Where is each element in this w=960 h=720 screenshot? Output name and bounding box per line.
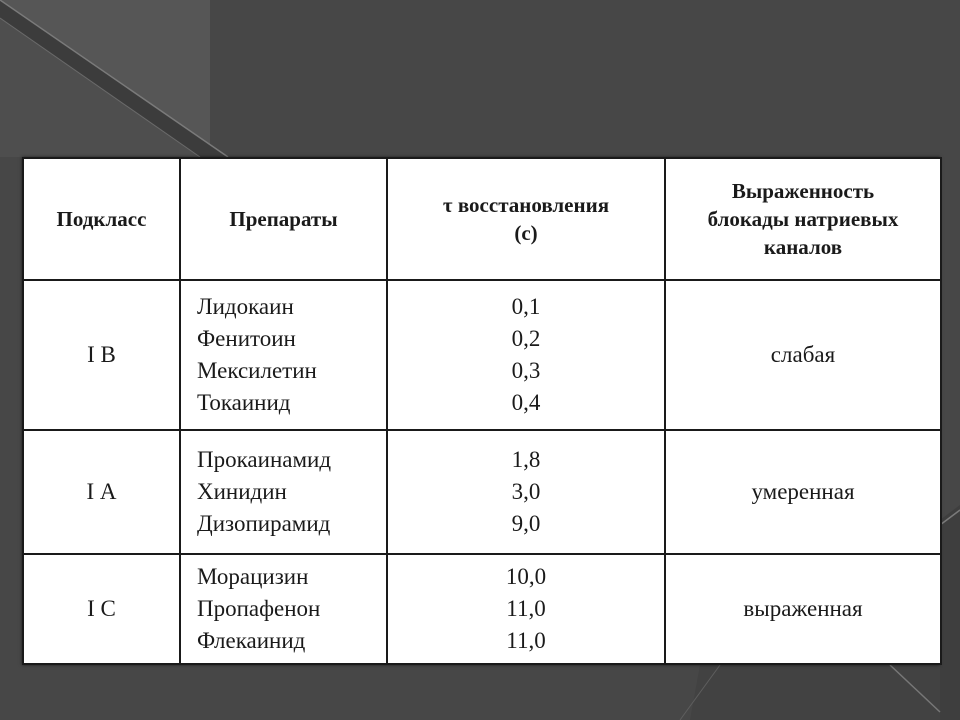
drug-name: Хинидин bbox=[197, 479, 287, 504]
drugs-cell bbox=[180, 430, 387, 554]
drug-name: Флекаинид bbox=[197, 628, 306, 653]
table-header-row bbox=[23, 158, 941, 280]
drug-name: Морацизин bbox=[197, 564, 309, 589]
table-row bbox=[23, 280, 941, 430]
drug-name: Лидокаин bbox=[197, 294, 294, 319]
drug-name: Мексилетин bbox=[197, 358, 317, 383]
tau-cell bbox=[387, 554, 665, 664]
block-strength-cell: слабая bbox=[665, 280, 941, 430]
drug-name: Токаинид bbox=[197, 390, 291, 415]
tau-cell bbox=[387, 280, 665, 430]
subclass-cell: I В bbox=[23, 280, 180, 430]
tau-value: 0,1 bbox=[511, 294, 541, 319]
table-row bbox=[23, 430, 941, 554]
antiarrhythmic-table-container bbox=[22, 157, 940, 665]
block-strength-cell: выраженная bbox=[665, 554, 941, 664]
header-sodium-block: Выраженность блокады натриевых каналов bbox=[665, 158, 941, 280]
block-strength-cell: умеренная bbox=[665, 430, 941, 554]
drug-name: Прокаинамид bbox=[197, 447, 332, 472]
drug-name: Фенитоин bbox=[197, 326, 296, 351]
header-subclass: Подкласс bbox=[23, 158, 180, 280]
tau-value: 10,0 bbox=[505, 564, 547, 589]
drugs-cell bbox=[180, 554, 387, 664]
antiarrhythmic-table bbox=[22, 157, 942, 665]
drug-name: Пропафенон bbox=[197, 596, 321, 621]
tau-value: 9,0 bbox=[511, 511, 541, 536]
tau-value: 1,8 bbox=[511, 447, 541, 472]
tau-cell bbox=[387, 430, 665, 554]
tau-value: 0,3 bbox=[511, 358, 541, 383]
tau-value: 3,0 bbox=[511, 479, 541, 504]
drug-name: Дизопирамид bbox=[197, 511, 331, 536]
drugs-cell bbox=[180, 280, 387, 430]
tau-value: 11,0 bbox=[506, 596, 546, 621]
header-drugs: Препараты bbox=[180, 158, 387, 280]
tau-value: 11,0 bbox=[506, 628, 546, 653]
subclass-cell: I С bbox=[23, 554, 180, 664]
subclass-cell: I А bbox=[23, 430, 180, 554]
tau-value: 0,4 bbox=[511, 390, 541, 415]
table-row bbox=[23, 554, 941, 664]
tau-value: 0,2 bbox=[511, 326, 541, 351]
header-recovery-tau: τ восстановления (с) bbox=[387, 158, 665, 280]
